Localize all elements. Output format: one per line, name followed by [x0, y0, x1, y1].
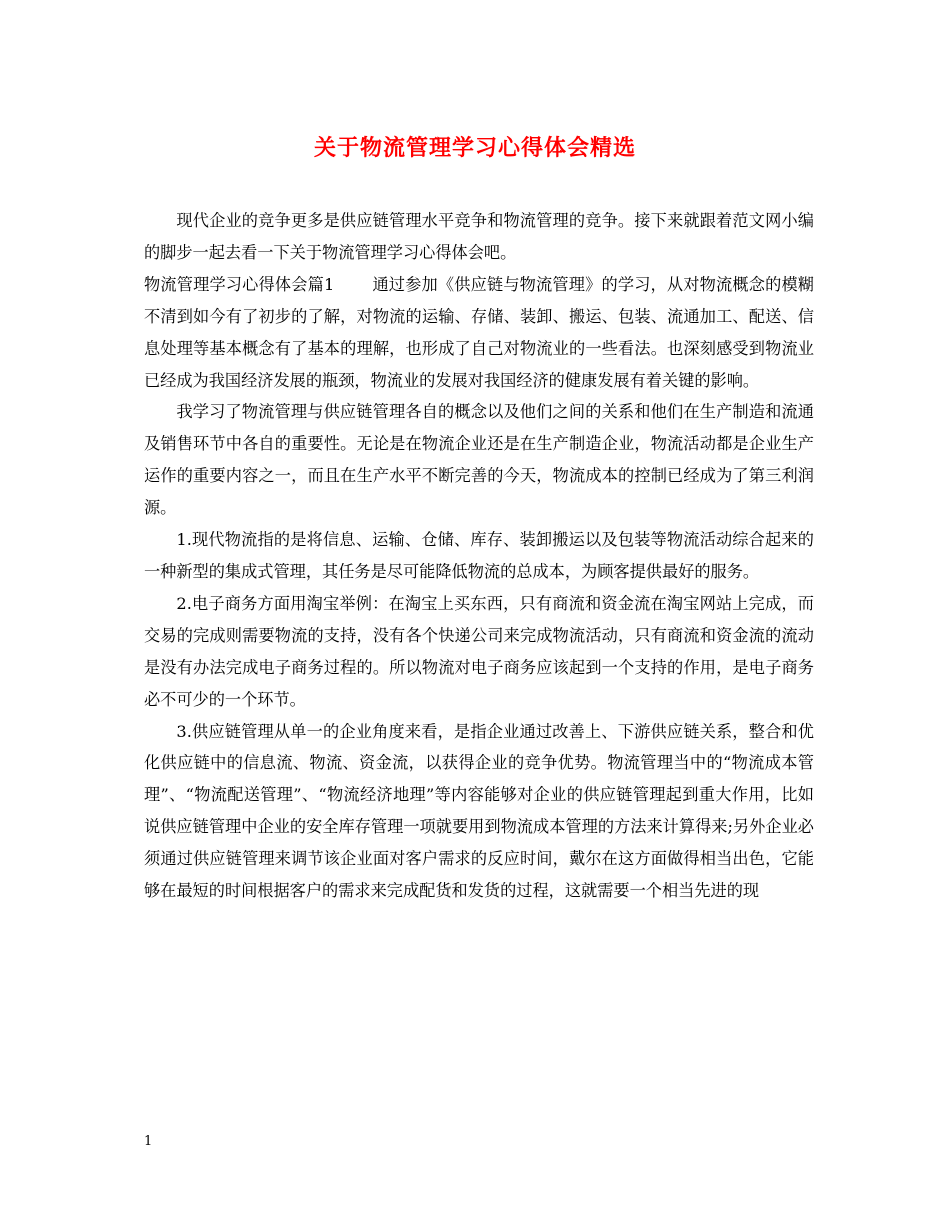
paragraph-4: 2.电子商务方面用淘宝举例：在淘宝上买东西，只有商流和资金流在淘宝网站上完成，而交易的完成则需要物流的支持，没有各个快递公司来完成物流活动，只有商流和资金流的流动是没有办法完成电子商务过程的。所以物流对电子商务应该起到一个支持的作用，是电子商务必不可少的一个环节。 [144, 593, 814, 709]
paragraph-2: 我学习了物流管理与供应链管理各自的概念以及他们之间的关系和他们在生产制造和流通及销售环节中各自的重要性。无论是在物流企业还是在生产制造企业，物流活动都是企业生产运作的重要内容之一，而且在生产水平不断完善的今天，物流成本的控制已经成为了第三利润源。 [144, 402, 814, 518]
paragraph-5: 3.供应链管理从单一的企业角度来看，是指企业通过改善上、下游供应链关系，整合和优化供应链中的信息流、物流、资金流，以获得企业的竞争优势。物流管理当中的“物流成本管理”、“物流配送管理”、“物流经济地理”等内容能够对企业的供应链管理起到重大作用，比如说供应链管理中企业的安全库存管理一项就要用到物流成本管理的方法来计算得来;另外企业必须通过供应链管理来调节该企业面对客户需求的反应时间，戴尔在这方面做得相当出色，它能够在最短的时间根据客户的需求来完成配货和发货的过程，这就需要一个相当先进的现 [144, 721, 814, 901]
document-title: 关于物流管理学习心得体会精选 [313, 135, 636, 161]
section-heading: 物流管理学习心得体会篇1 [144, 274, 335, 294]
paragraph-3: 1.现代物流指的是将信息、运输、仓储、库存、装卸搬运以及包装等物流活动综合起来的一种新型的集成式管理，其任务是尽可能降低物流的总成本，为顾客提供最好的服务。 [144, 530, 814, 581]
document-body [144, 205, 814, 907]
intro-paragraph: 现代企业的竞争更多是供应链管理水平竞争和物流管理的竞争。接下来就跟着范文网小编的脚步一起去看一下关于物流管理学习心得体会吧。 [144, 211, 814, 262]
section-paragraph [144, 269, 814, 397]
section-first-paragraph: 通过参加《供应链与物流管理》的学习，从对物流概念的模糊不清到如今有了初步的了解，对物流的运输、存储、装卸、搬运、包装、流通加工、配送、信息处理等基本概念有了基本的理解，也形成了自己对物流业的一些看法。也深刻感受到物流业已经成为我国经济发展的瓶颈，物流业的发展对我国经济的健康发展有着关键的影响。 [144, 274, 814, 390]
page-number: 1 [144, 1134, 153, 1149]
